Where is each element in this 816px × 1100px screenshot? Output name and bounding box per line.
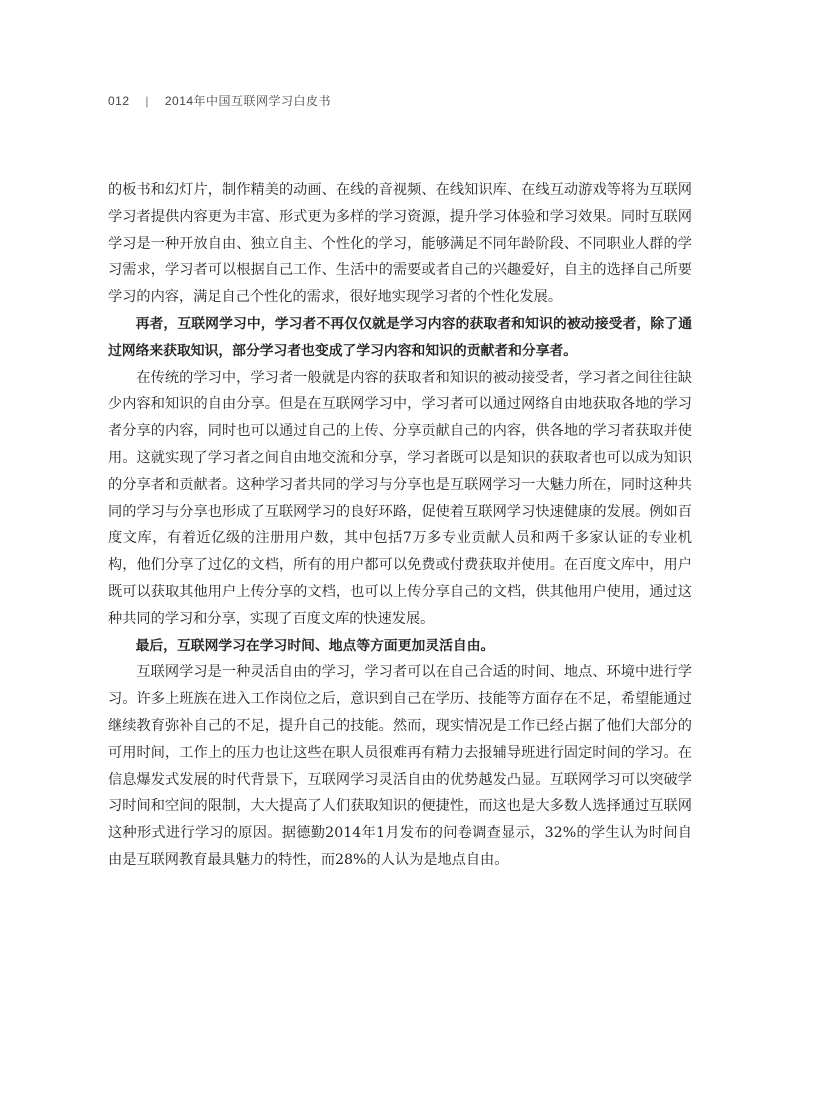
running-header: [108, 92, 331, 109]
section-lead-sharing: 再者，互联网学习中，学习者不再仅仅就是学习内容的获取者和知识的被动接受者，除了通过网络来获取知识，部分学习者也变成了学习内容和知识的贡献者和分享者。: [108, 315, 692, 359]
paragraph-continued: 的板书和幻灯片，制作精美的动画、在线的音视频、在线知识库、在线互动游戏等将为互联网学习者提供内容更为丰富、形式更为多样的学习资源，提升学习体验和学习效果。同时互联网学习是一种开放自由、独立自主、个性化的学习，能够满足不同年龄阶段、不同职业人群的学习需求，学习者可以根据自己工作、生活中的需要或者自己的兴趣爱好，自主的选择自己所要学习的内容，满足自己个性化的需求，很好地实现学习者的个性化发展。: [108, 182, 692, 306]
body-text: [108, 177, 692, 874]
section-lead-flexibility: 最后，互联网学习在学习时间、地点等方面更加灵活自由。: [135, 637, 495, 654]
paragraph-sharing: 在传统的学习中，学习者一般就是内容的获取者和知识的被动接受者，学习者之间往往缺少内容和知识的自由分享。但是在互联网学习中，学习者可以通过网络自由地获取各地的学习者分享的内容，同时也可以通过自己的上传、分享贡献自己的内容，供各地的学习者获取并使用。这就实现了学习者之间自由地交流和分享，学习者既可以是知识的获取者也可以成为知识的分享者和贡献者。这种学习者共同的学习与分享也是互联网学习一大魅力所在，同时这种共同的学习与分享也形成了互联网学习的良好环路，促使着互联网学习快速健康的发展。例如百度文库，有着近亿级的注册用户数，其中包括7万多专业贡献人员和两千多家认证的专业机构，他们分享了过亿的文档，所有的用户都可以免费或付费获取并使用。在百度文库中，用户既可以获取其他用户上传分享的文档，也可以上传分享自己的文档，供其他用户使用，通过这种共同的学习和分享，实现了百度文库的快速发展。: [108, 369, 692, 627]
paragraph-flexibility: 互联网学习是一种灵活自由的学习，学习者可以在自己合适的时间、地点、环境中进行学习。许多上班族在进入工作岗位之后，意识到自己在学历、技能等方面存在不足，希望能通过继续教育弥补自己的不足，提升自己的技能。然而，现实情况是工作已经占据了他们大部分的可用时间，工作上的压力也让这些在职人员很难再有精力去报辅导班进行固定时间的学习。在信息爆发式发展的时代背景下，互联网学习灵活自由的优势越发凸显。互联网学习可以突破学习时间和空间的限制，大大提高了人们获取知识的便捷性，而这也是大多数人选择通过互联网这种形式进行学习的原因。据德勤2014年1月发布的问卷调查显示，32%的学生认为时间自由是互联网教育最具魅力的特性，而28%的人认为是地点自由。: [108, 664, 692, 868]
page-number: 012: [108, 94, 130, 108]
book-title: 2014年中国互联网学习白皮书: [164, 94, 332, 108]
header-separator: |: [145, 94, 149, 108]
